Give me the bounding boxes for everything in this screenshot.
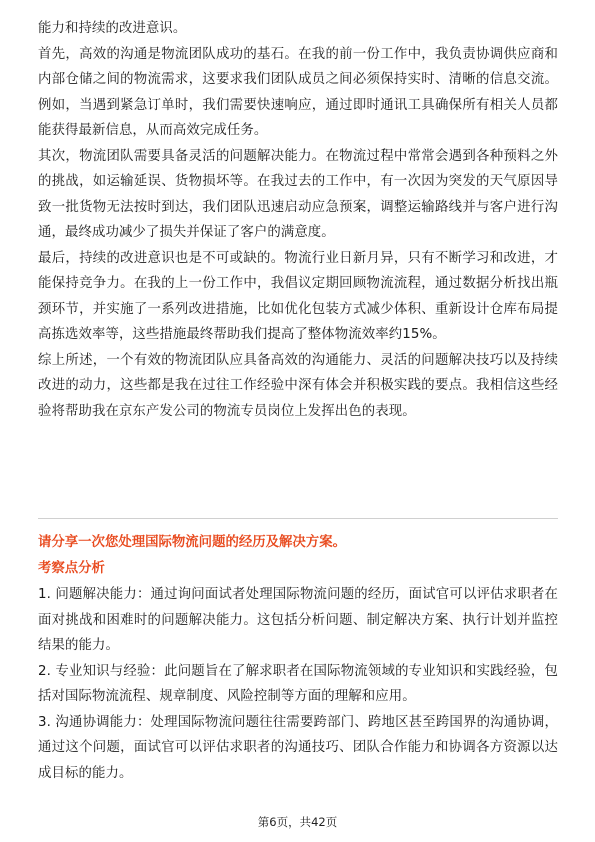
answer-body [38, 16, 558, 424]
paragraph-summary: 综上所述，一个有效的物流团队应具备高效的沟通能力、灵活的问题解决技巧以及持续改进的动力，这些都是我在过往工作经验中深有体会并积极实践的要点。我相信这些经验将帮助我在京东产发公司的物流专员岗位上发挥出色的表现。 [38, 352, 558, 419]
paragraph-improvement: 最后，持续的改进意识也是不可或缺的。物流行业日新月异，只有不断学习和改进，才能保持竞争力。在我的上一份工作中，我倡议定期回顾物流流程，通过数据分析找出瓶颈环节，并实施了一系列改进措施，比如优化包装方式减少体积、重新设计仓库布局提高拣选效率等，这些措施最终帮助我们提高了整体物流效率约15%。 [38, 250, 558, 342]
question-title: 请分享一次您处理国际物流问题的经历及解决方案。 [38, 535, 346, 550]
paragraph-problem-solving: 其次，物流团队需要具备灵活的问题解决能力。在物流过程中常常会遇到各种预料之外的挑战，如运输延误、货物损坏等。在我过去的工作中，有一次因为突发的天气原因导致一批货物无法按时到达，我们团队迅速启动应急预案，调整运输路线并与客户进行沟通，最终成功减少了损失并保证了客户的满意度。 [38, 148, 558, 240]
analysis-item: 2. 专业知识与经验：此问题旨在了解求职者在国际物流领域的专业知识和实践经验，包括对国际物流流程、规章制度、风险控制等方面的理解和应用。 [38, 663, 558, 704]
page-number: 第6页，共42页 [257, 815, 338, 829]
paragraph-intro-tail: 能力和持续的改进意识。 [38, 21, 187, 36]
analysis-item: 1. 问题解决能力：通过询问面试者处理国际物流问题的经历，面试官可以评估求职者在面对挑战和困难时的问题解决能力。这包括分析问题、制定解决方案、执行计划并监控结果的能力。 [38, 587, 558, 653]
analysis-item: 3. 沟通协调能力：处理国际物流问题往往需要跨部门、跨地区甚至跨国界的沟通协调，通过这个问题，面试官可以评估求职者的沟通技巧、团队合作能力和协调各方资源以达成目标的能力。 [38, 714, 558, 781]
section-divider [38, 518, 558, 519]
paragraph-communication: 首先，高效的沟通是物流团队成功的基石。在我的前一份工作中，我负责协调供应商和内部仓储之间的物流需求，这要求我们团队成员之间必须保持实时、清晰的信息交流。例如，当遇到紧急订单时，我们需要快速响应，通过即时通讯工具确保所有相关人员都能获得最新信息，从而高效完成任务。 [38, 46, 558, 138]
question-section [38, 530, 558, 786]
analysis-heading: 考察点分析 [38, 561, 105, 576]
